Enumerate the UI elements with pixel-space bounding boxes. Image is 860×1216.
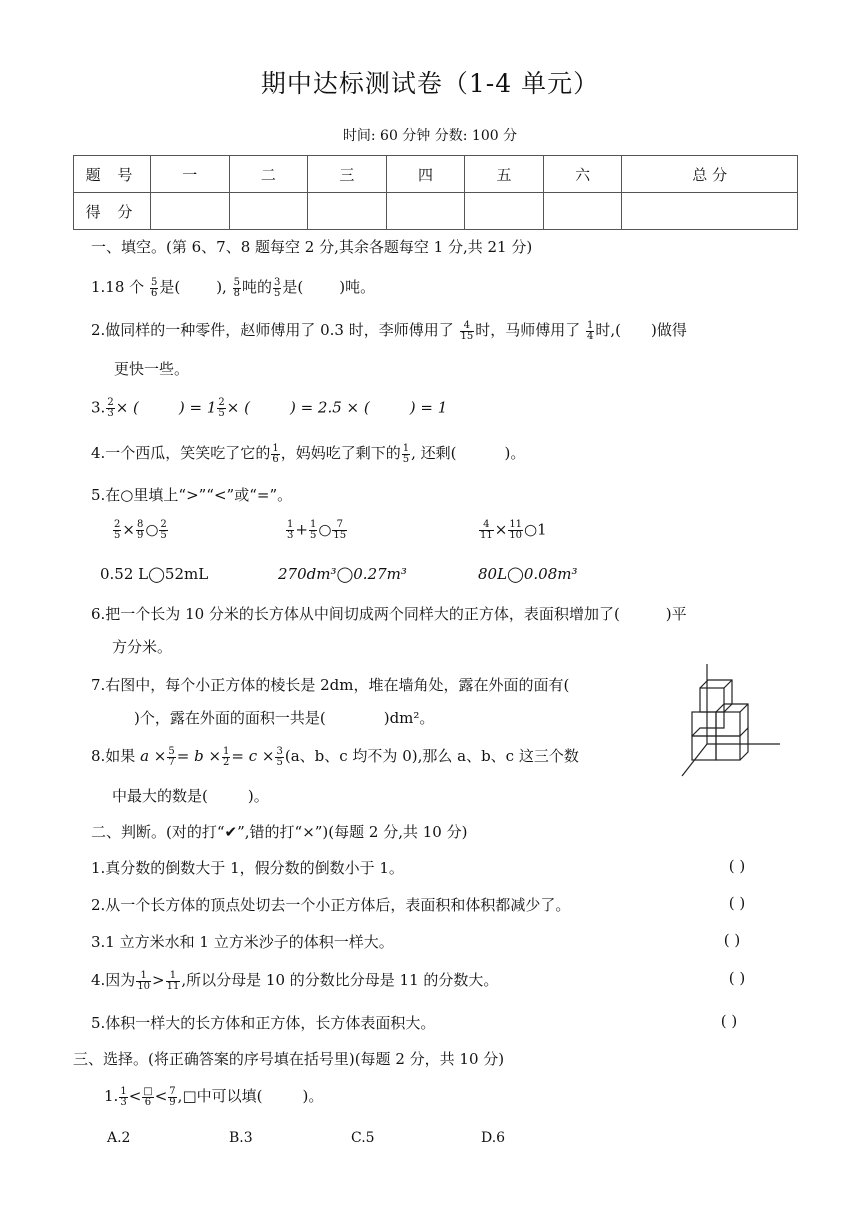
q-text: = b ×	[176, 747, 222, 765]
q-text: 是(	[159, 278, 181, 296]
choice-question-1	[104, 1085, 323, 1108]
q-text: 1.	[104, 1087, 119, 1105]
fraction: $\frac{1}{4}$	[587, 319, 594, 342]
page-title: 期中达标测试卷（1-4 单元）	[260, 69, 600, 98]
compare-expr	[478, 520, 547, 541]
fraction: $\frac{11}{10}$	[509, 519, 523, 541]
fraction: $\frac{8}{9}$	[136, 519, 144, 541]
fraction: $\frac{3}{5}$	[276, 745, 283, 768]
score-cell: 题 号	[74, 156, 151, 193]
q-text: 时，马师傅用了	[475, 321, 581, 339]
fraction: $\frac{5}{7}$	[168, 745, 175, 768]
q-text: 中最大的数是(	[112, 787, 208, 805]
score-input-cell[interactable]	[229, 193, 308, 230]
question-1-5: 5.在○里填上“>”“<”或“=”。	[91, 486, 293, 504]
judge-answer-paren[interactable]: ( )	[728, 894, 746, 912]
fraction: $\frac{□}{6}$	[143, 1085, 153, 1108]
score-input-cell[interactable]	[465, 193, 544, 230]
q-text: ),	[216, 278, 227, 296]
score-cell: 一	[151, 156, 230, 193]
q-text: )平	[665, 605, 687, 623]
q-text: , 还剩(	[411, 444, 457, 462]
q-text: ×	[122, 520, 135, 539]
score-cell: 得 分	[74, 193, 151, 230]
compare-expr: 270dm³◯0.27m³	[278, 565, 407, 583]
choice-option-b[interactable]: B.3	[229, 1130, 253, 1146]
fraction: $\frac{1}{3}$	[120, 1085, 127, 1108]
score-input-cell[interactable]	[622, 193, 798, 230]
compare-expr: 0.52 L◯52mL	[100, 565, 209, 583]
q-text: ,所以分母是 10 的分数比分母是 11 的分数大。	[181, 971, 499, 989]
fraction: $\frac{4}{11}$	[480, 519, 493, 541]
fraction: $\frac{2}{5}$	[160, 519, 167, 541]
q-text: ,□中可以填(	[177, 1087, 263, 1105]
q-text: 时,(	[595, 321, 622, 339]
score-cell: 二	[229, 156, 308, 193]
fraction: $\frac{1}{2}$	[223, 745, 230, 768]
score-cell: 六	[543, 156, 622, 193]
judge-item: 5.体积一样大的长方体和正方体，长方体表面积大。	[91, 1014, 436, 1032]
q-text: +	[295, 520, 308, 539]
section-heading: 一、填空。(第 6、7、8 题每空 2 分,其余各题每空 1 分,共 21 分)	[91, 238, 533, 256]
score-input-cell[interactable]	[308, 193, 387, 230]
choice-option-a[interactable]: A.2	[107, 1130, 131, 1146]
score-input-cell[interactable]	[151, 193, 230, 230]
compare-circle[interactable]: ○	[318, 520, 332, 539]
q-text: )。	[247, 787, 269, 805]
question-1-7: 7.右图中，每个小正方体的棱长是 2dm，堆在墙角处，露在外面的面有(	[91, 676, 570, 694]
fraction: $\frac{1}{5}$	[309, 519, 317, 541]
q-text: × (	[115, 398, 139, 417]
fraction: $\frac{5}{8}$	[233, 276, 240, 299]
q-text: )。	[504, 444, 526, 462]
q-text: (a、b、c 均不为 0),那么 a、b、c 这三个数	[284, 747, 579, 765]
fraction: $\frac{3}{5}$	[273, 276, 281, 299]
judge-answer-paren[interactable]: ( )	[723, 931, 741, 949]
fraction: $\frac{2}{5}$	[114, 519, 121, 541]
choice-option-d[interactable]: D.6	[481, 1130, 506, 1146]
question-1-6-cont: 方分米。	[112, 638, 173, 656]
score-cell: 三	[308, 156, 387, 193]
score-cell: 总 分	[622, 156, 798, 193]
q-text: ) = 1	[409, 398, 448, 417]
judge-answer-paren[interactable]: ( )	[728, 857, 746, 875]
score-cell: 五	[465, 156, 544, 193]
q-text: ，妈妈吃了剩下的	[280, 444, 401, 462]
fraction: $\frac{1}{10}$	[137, 969, 151, 992]
q-text: a ×	[140, 747, 167, 765]
q-text: <	[154, 1087, 168, 1105]
score-input-cell[interactable]	[543, 193, 622, 230]
question-1-4	[91, 442, 525, 465]
q-text: <	[128, 1087, 142, 1105]
judge-item	[91, 969, 498, 992]
score-table-header-row	[74, 156, 798, 193]
question-1-3	[91, 398, 447, 419]
fraction: $\frac{5}{6}$	[150, 276, 158, 299]
question-1-2	[91, 319, 687, 342]
fraction: $\frac{2}{3}$	[107, 397, 114, 419]
q-text: ) = 1	[178, 398, 217, 417]
q-text: )。	[302, 1087, 324, 1105]
compare-expr	[112, 520, 169, 541]
q-text: >	[152, 971, 165, 989]
q-text: )做得	[651, 321, 687, 339]
fraction: $\frac{1}{11}$	[166, 969, 180, 992]
exam-info: 时间: 60 分钟 分数: 100 分	[342, 128, 518, 144]
q-text: × (	[226, 398, 250, 417]
score-table	[73, 155, 798, 230]
score-input-cell[interactable]	[386, 193, 465, 230]
q-text: 3.	[91, 398, 106, 417]
cube-stack-figure	[676, 660, 782, 778]
fraction: $\frac{1}{6}$	[272, 442, 279, 465]
question-1-6	[91, 603, 687, 624]
question-1-7-cont	[134, 707, 434, 728]
judge-item: 2.从一个长方体的顶点处切去一个小正方体后，表面积和体积都减少了。	[91, 896, 571, 914]
fraction: $\frac{7}{15}$	[333, 519, 347, 541]
fraction: $\frac{1}{5}$	[402, 442, 410, 465]
fraction: $\frac{2}{5}$	[218, 397, 225, 419]
q-text: 4.一个西瓜，笑笑吃了它的	[91, 444, 271, 462]
compare-expr: 80L◯0.08m³	[478, 565, 578, 583]
score-cell: 四	[386, 156, 465, 193]
compare-circle[interactable]: ○	[145, 520, 159, 539]
section-heading: 二、判断。(对的打“✔”,错的打“×”)(每题 2 分,共 10 分)	[91, 823, 468, 841]
q-text: 是(	[282, 278, 304, 296]
judge-item: 1.真分数的倒数大于 1，假分数的倒数小于 1。	[91, 859, 404, 877]
fraction: $\frac{7}{9}$	[169, 1085, 176, 1108]
q-text: )吨。	[339, 278, 376, 296]
q-text: 6.把一个长为 10 分米的长方体从中间切成两个同样大的正方体，表面积增加了(	[91, 605, 620, 623]
question-1-8	[91, 745, 579, 768]
judge-answer-paren[interactable]: ( )	[728, 969, 746, 987]
judge-item: 3.1 立方米水和 1 立方米沙子的体积一样大。	[91, 933, 394, 951]
compare-expr	[285, 520, 348, 541]
q-text: 8.如果	[91, 747, 136, 765]
q-text: ×	[494, 520, 508, 539]
question-1-2-cont: 更快一些。	[114, 360, 190, 378]
compare-circle[interactable]: ○1	[524, 520, 547, 539]
q-text: 2.做同样的一种零件，赵师傅用了 0.3 时，李师傅用了	[91, 321, 454, 339]
q-text: 4.因为	[91, 971, 136, 989]
q-text: 1.18 个	[91, 278, 145, 296]
question-1-1	[91, 276, 375, 299]
question-1-8-cont	[112, 785, 269, 806]
fraction: $\frac{1}{3}$	[287, 519, 294, 541]
fraction: $\frac{4}{15}$	[460, 319, 474, 342]
q-text: 吨的	[241, 278, 272, 296]
q-text: ) = 2.5 × (	[289, 398, 370, 417]
q-text: = c ×	[231, 747, 275, 765]
score-table-score-row	[74, 193, 798, 230]
section-heading: 三、选择。(将正确答案的序号填在括号里)(每题 2 分，共 10 分)	[73, 1050, 505, 1068]
q-text: )dm²。	[383, 709, 435, 727]
judge-answer-paren[interactable]: ( )	[720, 1012, 738, 1030]
choice-option-c[interactable]: C.5	[351, 1130, 375, 1146]
q-text: )个，露在外面的面积一共是(	[134, 709, 326, 727]
